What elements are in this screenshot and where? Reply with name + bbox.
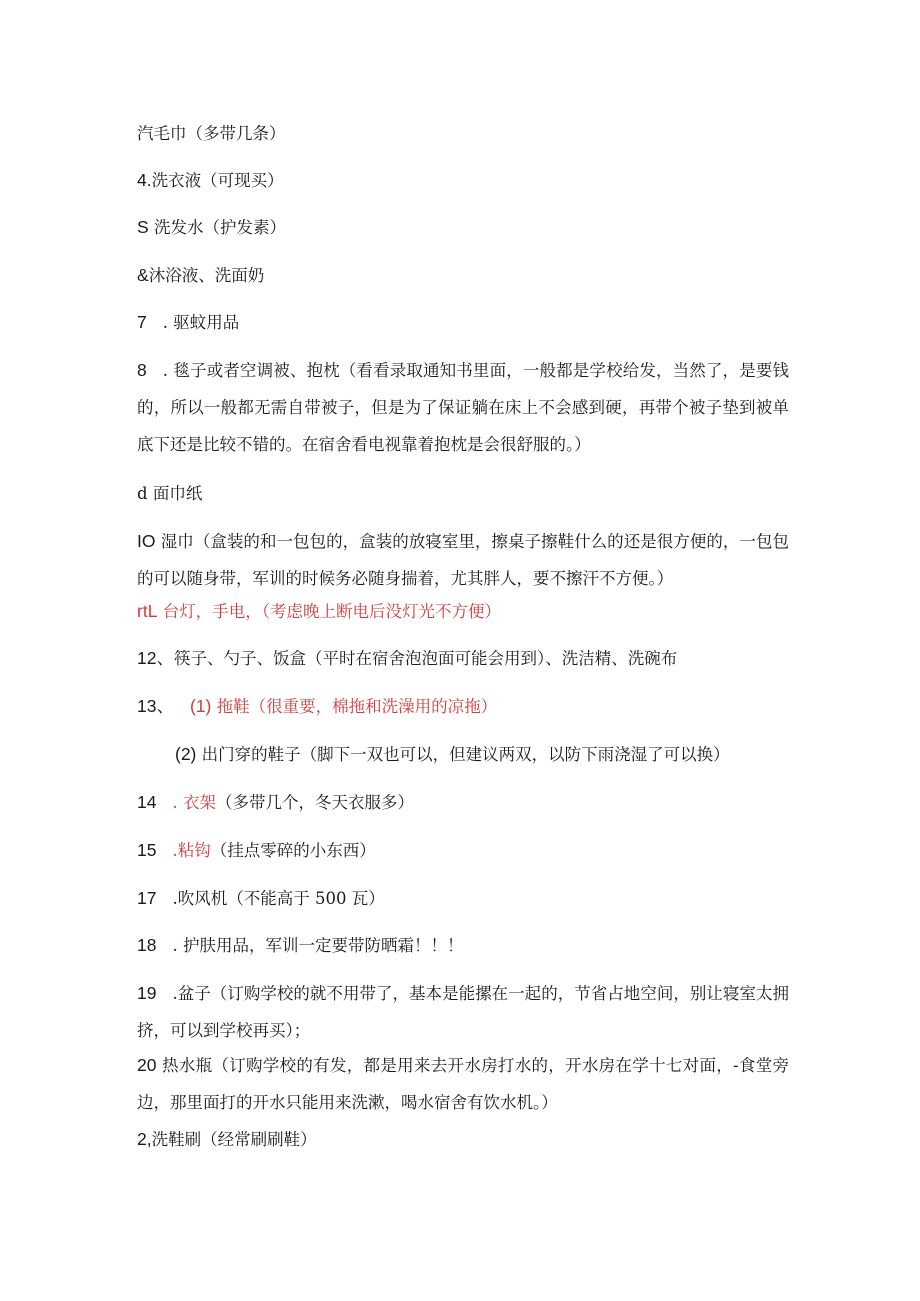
item-number: d — [137, 484, 148, 503]
sub-item-number: (1) — [189, 696, 212, 716]
list-item — [137, 927, 789, 964]
item-red-text: .粘钩 — [172, 841, 211, 860]
item-text: 洗鞋刷（经常刷刷鞋） — [151, 1130, 317, 1149]
list-item — [137, 162, 789, 199]
item-text: 洗发水（护发素） — [153, 218, 286, 237]
item-text: 洗衣液（可现买） — [151, 171, 284, 190]
item-number: rtL — [137, 601, 158, 621]
item-number: 15 — [137, 840, 157, 860]
item-text: . 驱蚊用品 — [162, 313, 240, 332]
item-number: IO — [137, 531, 156, 551]
sub-item-text: 拖鞋（很重要，棉拖和洗澡用的凉拖） — [216, 697, 498, 716]
item-red-text: . 衣架 — [172, 793, 216, 812]
item-text: 筷子、勺子、饭盒（平时在宿舍泡泡面可能会用到）、洗洁精、洗碗布 — [173, 649, 678, 668]
item-text: （挂点零碎的小东西） — [210, 841, 376, 860]
item-text: 热水瓶（订购学校的有发，都是用来去开水房打水的，开水房在学十七对面，-食堂旁边，那里面打的开水只能用来洗漱，喝水宿舍有饮水机。） — [137, 1056, 789, 1112]
list-item — [137, 1121, 789, 1158]
item-number: 12、 — [137, 648, 174, 668]
item-number: 17 — [137, 888, 157, 908]
list-item — [137, 1047, 789, 1121]
list-item — [137, 475, 789, 512]
list-item — [137, 688, 789, 725]
list-item — [137, 975, 789, 1049]
list-item — [137, 832, 789, 869]
item-text: 湿巾（盒装的和一包包的，盒装的放寝室里，擦桌子擦鞋什么的还是很方便的，一包包的可以随身带，军训的时候务必随身揣着，尤其胖人，要不擦汗不方便。） — [137, 532, 789, 588]
item-number: 8 — [137, 360, 147, 380]
list-item — [137, 209, 789, 246]
item-number: 13、 — [137, 696, 174, 716]
item-number: 2, — [137, 1129, 152, 1149]
item-text: 汽毛巾（多带几条） — [137, 124, 286, 143]
item-text: 沐浴液、洗面奶 — [148, 266, 265, 285]
list-item — [137, 880, 789, 917]
sub-item-text: 出门穿的鞋子（脚下一双也可以，但建议两双，以防下雨浇湿了可以换） — [201, 745, 730, 764]
list-item — [137, 593, 789, 630]
item-text: .盆子（订购学校的就不用带了，基本是能摞在一起的，节省占地空间，别让寝室太拥挤，可以到学校再买）； — [137, 984, 789, 1040]
item-number: 14 — [137, 792, 157, 812]
item-text: . 毯子或者空调被、抱枕（看看录取通知书里面，一般都是学校给发，当然了，是要钱的，所以一般都无需自带被子，但是为了保证躺在床上不会感到硬，再带个被子垫到被单底下还是比较不错的。在宿舍看电视靠着抱枕是会很舒服的。） — [137, 361, 789, 454]
item-number: 7 — [137, 312, 147, 332]
item-number: 4. — [137, 170, 152, 190]
item-number: S — [137, 217, 149, 237]
list-item — [137, 352, 789, 463]
item-text: . 护肤用品，军训一定要带防晒霜！！！ — [172, 936, 464, 955]
list-item — [137, 304, 789, 341]
list-item — [137, 640, 789, 677]
item-number: & — [137, 265, 149, 285]
list-item — [137, 115, 789, 152]
item-text: 面巾纸 — [152, 484, 203, 503]
item-text: 台灯，手电，（考虑晚上断电后没灯光不方便） — [162, 602, 501, 621]
sub-item-number: (2) — [175, 744, 197, 764]
item-number: 20 — [137, 1055, 157, 1075]
list-item — [137, 523, 789, 597]
list-item — [175, 736, 827, 773]
item-text: （多带几个，冬天衣服多） — [215, 793, 414, 812]
item-text: .吹风机（不能高于 500 瓦） — [172, 889, 385, 908]
list-item — [137, 257, 789, 294]
list-item — [137, 784, 789, 821]
item-number: 18 — [137, 935, 157, 955]
item-number: 19 — [137, 983, 157, 1003]
